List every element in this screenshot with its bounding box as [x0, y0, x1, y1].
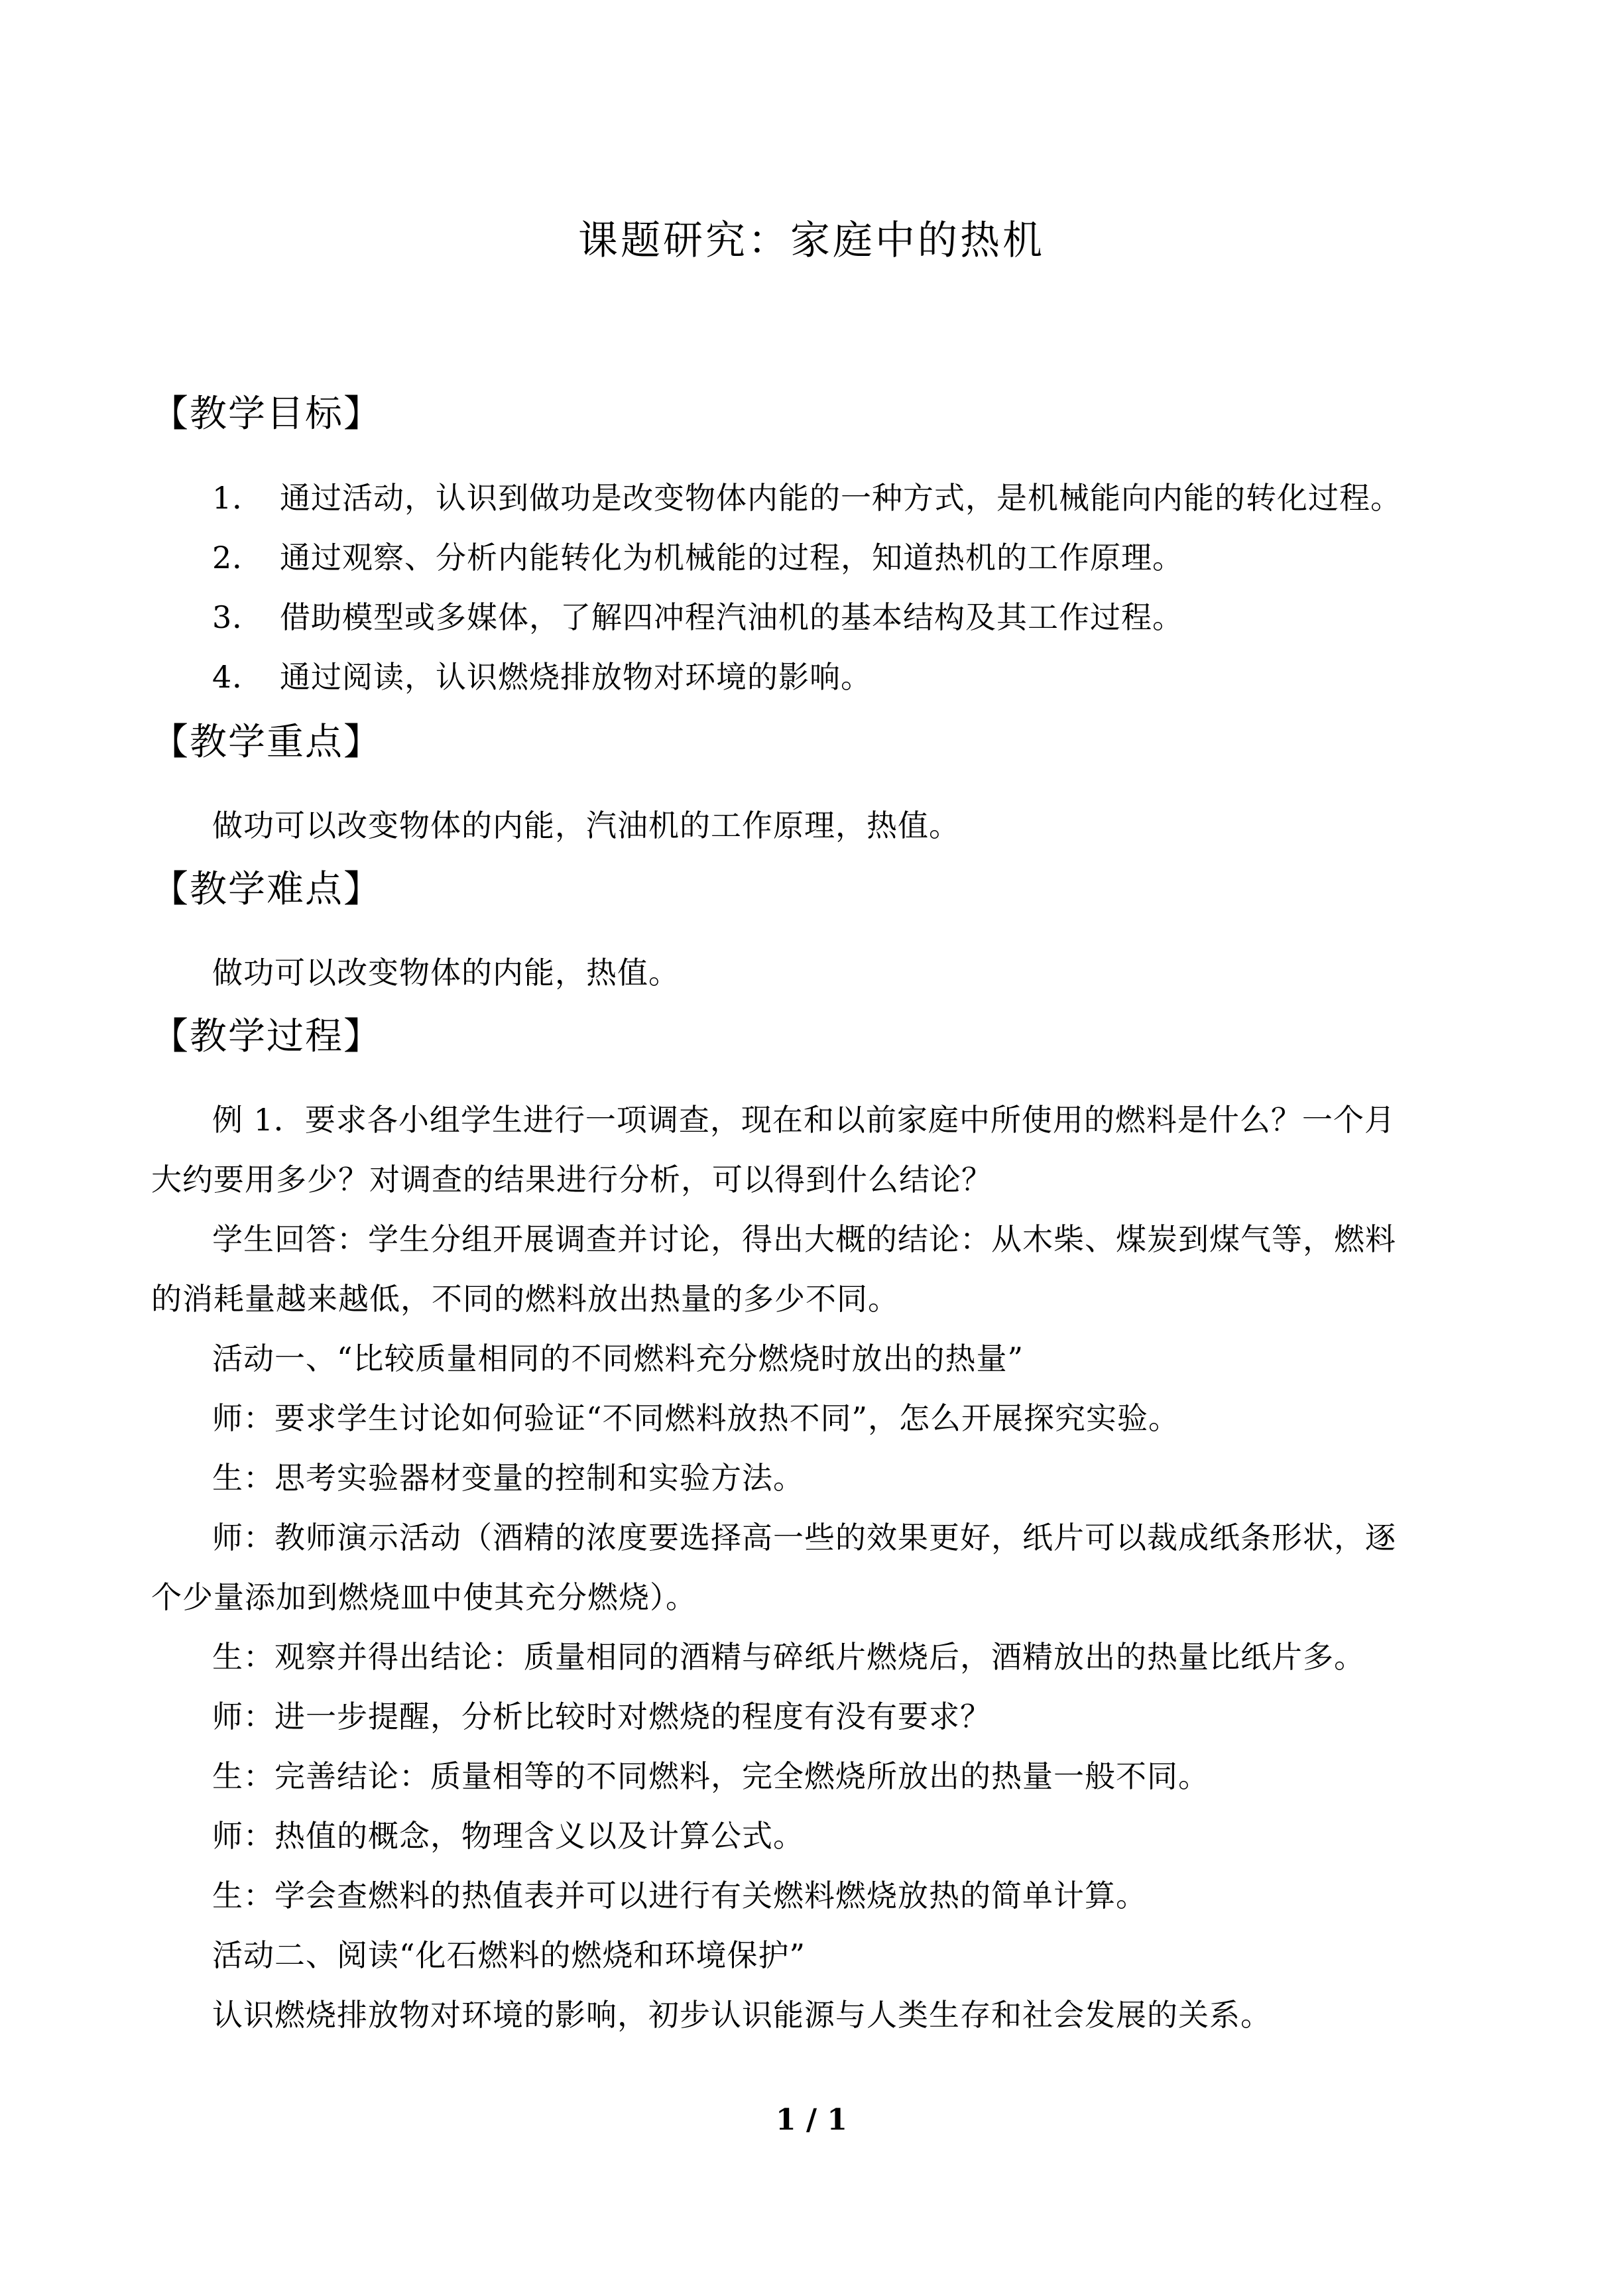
process-line: 认识燃烧排放物对环境的影响，初步认识能源与人类生存和社会发展的关系。 — [212, 1997, 1272, 2033]
process-line: 师：热值的概念，物理含义以及计算公式。 — [212, 1818, 804, 1854]
heading-difficulties: 【教学难点】 — [151, 868, 382, 911]
objective-number: 1． — [212, 480, 264, 516]
process-line: 师：要求学生讨论如何验证“不同燃料放热不同”，怎么开展探究实验。 — [212, 1400, 1180, 1436]
heading-key-points: 【教学重点】 — [151, 721, 382, 764]
objective-item — [212, 534, 1183, 581]
objective-number: 4． — [212, 659, 264, 695]
key-points-text: 做功可以改变物体的内能，汽油机的工作原理，热值。 — [212, 808, 960, 843]
difficulties-text: 做功可以改变物体的内能，热值。 — [212, 955, 680, 991]
process-line: 活动一、“比较质量相同的不同燃料充分燃烧时放出的热量” — [212, 1341, 1024, 1376]
objective-text: 通过观察、分析内能转化为机械能的过程，知道热机的工作原理。 — [280, 540, 1183, 575]
process-line: 个少量添加到燃烧皿中使其充分燃烧）。 — [151, 1579, 697, 1615]
objective-item — [212, 475, 1402, 521]
objective-text: 借助模型或多媒体，了解四冲程汽油机的基本结构及其工作过程。 — [280, 599, 1183, 635]
process-line: 学生回答：学生分组开展调查并讨论，得出大概的结论：从木柴、煤炭到煤气等，燃料 — [212, 1221, 1396, 1257]
process-line: 例 1．要求各小组学生进行一项调查，现在和以前家庭中所使用的燃料是什么？一个月 — [212, 1102, 1396, 1138]
process-line: 师：教师演示活动（酒精的浓度要选择高一些的效果更好，纸片可以裁成纸条形状，逐 — [212, 1520, 1396, 1555]
objective-number: 2． — [212, 540, 264, 575]
objective-number: 3． — [212, 599, 264, 635]
process-line: 生：思考实验器材变量的控制和实验方法。 — [212, 1460, 804, 1496]
process-line: 师：进一步提醒，分析比较时对燃烧的程度有没有要求？ — [212, 1699, 991, 1734]
process-line: 大约要用多少？对调查的结果进行分析，可以得到什么结论？ — [151, 1162, 992, 1197]
document-title: 课题研究：家庭中的热机 — [578, 217, 1045, 264]
process-line: 的消耗量越来越低，不同的燃料放出热量的多少不同。 — [151, 1281, 899, 1317]
heading-objectives: 【教学目标】 — [151, 393, 382, 436]
objective-item — [212, 594, 1183, 640]
process-line: 生：完善结论：质量相等的不同燃料，完全燃烧所放出的热量一般不同。 — [212, 1758, 1209, 1794]
objective-text: 通过活动，认识到做功是改变物体内能的一种方式，是机械能向内能的转化过程。 — [280, 480, 1402, 516]
process-line: 生：学会查燃料的热值表并可以进行有关燃料燃烧放热的简单计算。 — [212, 1878, 1147, 1913]
objective-item — [212, 654, 872, 700]
heading-process: 【教学过程】 — [151, 1015, 382, 1058]
objective-text: 通过阅读，认识燃烧排放物对环境的影响。 — [280, 659, 872, 695]
process-line: 生：观察并得出结论：质量相同的酒精与碎纸片燃烧后，酒精放出的热量比纸片多。 — [212, 1639, 1365, 1675]
page-number: 1 / 1 — [776, 2103, 847, 2137]
process-line: 活动二、阅读“化石燃料的燃烧和环境保护” — [212, 1937, 806, 1973]
